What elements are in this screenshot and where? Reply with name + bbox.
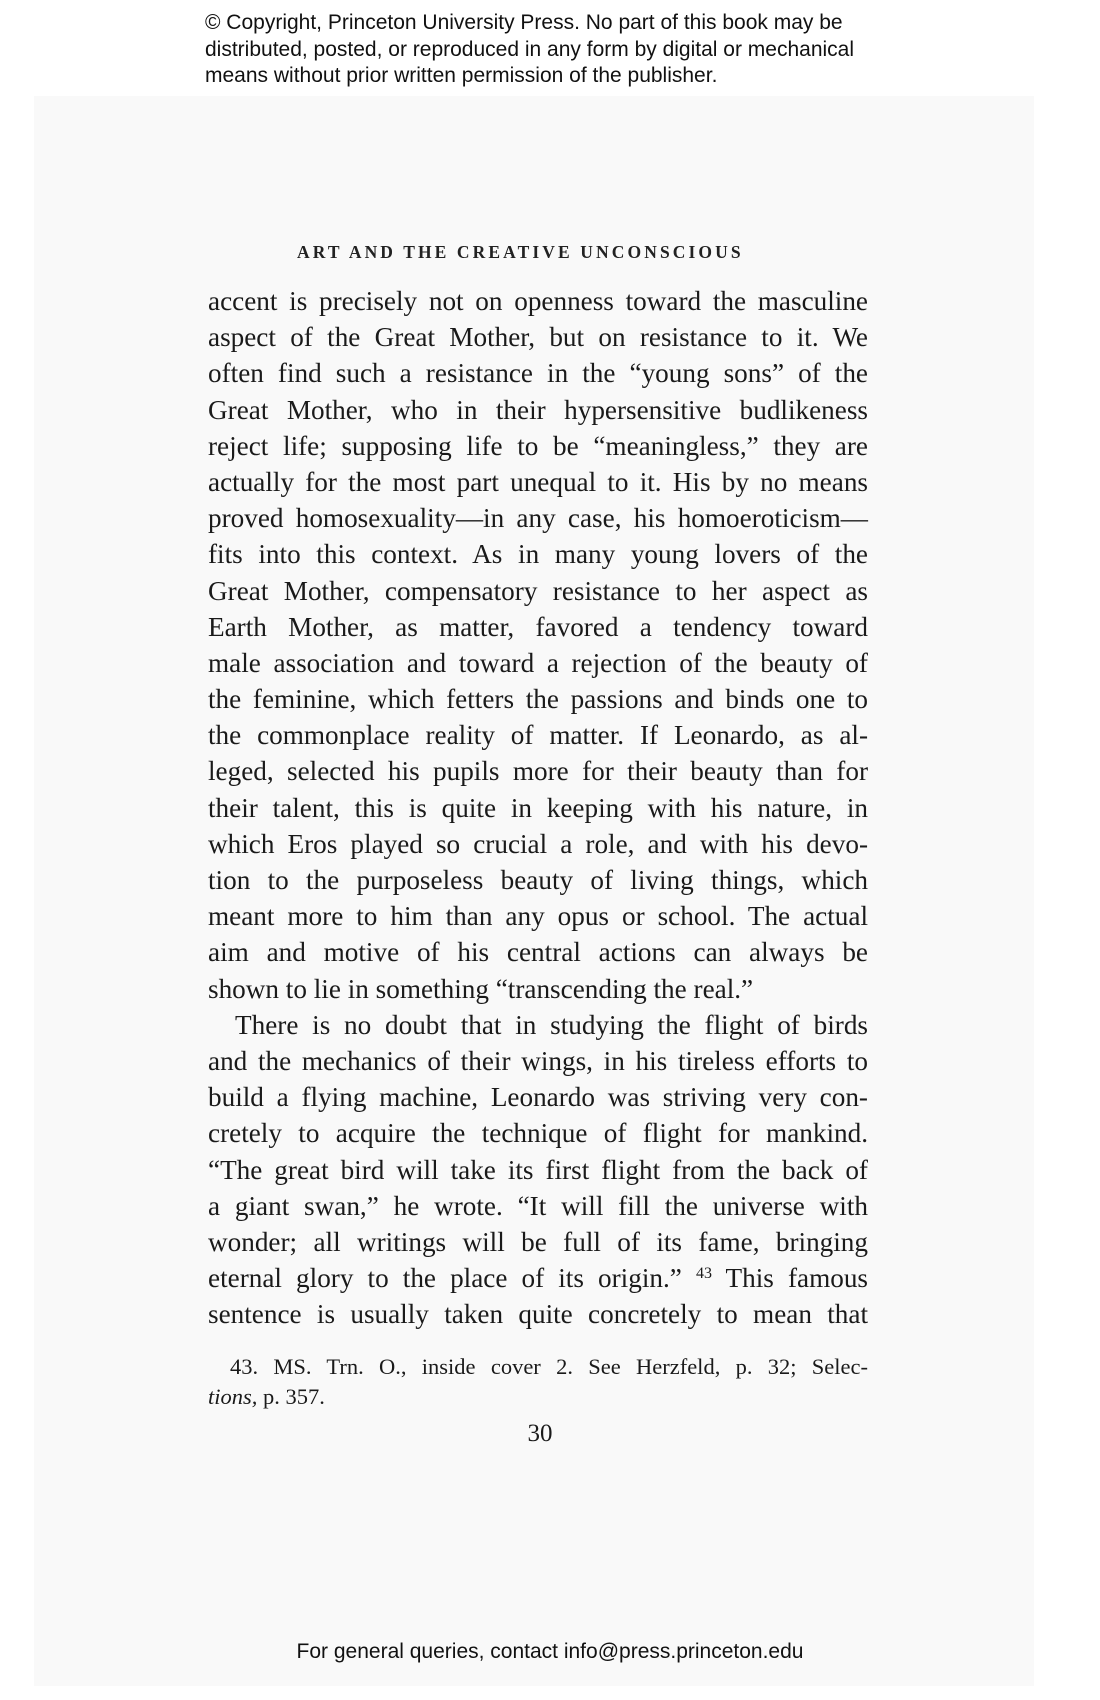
- text-line: shown to lie in something “transcending the real.”: [208, 973, 754, 1004]
- copyright-line: means without prior written permission of the publisher.: [205, 64, 718, 87]
- text-fragment: This famous: [725, 1263, 869, 1294]
- text-line: and the mechanics of their wings, in his tireless efforts to: [208, 1045, 868, 1076]
- copyright-notice: [205, 10, 965, 90]
- text-line: wonder; all writings will be full of its fame, bringing: [208, 1226, 868, 1257]
- text-line: cretely to acquire the technique of flight for mankind.: [208, 1118, 868, 1149]
- text-line: Earth Mother, as matter, favored a tendency toward: [208, 611, 868, 642]
- text-line: aspect of the Great Mother, but on resistance to it. We: [208, 322, 868, 353]
- text-line: a giant swan,” he wrote. “It will fill the universe with: [208, 1190, 868, 1221]
- text-line: which Eros played so crucial a role, and with his devo-: [208, 828, 868, 859]
- footer-contact: For general queries, contact info@press.princeton.edu: [296, 1640, 804, 1663]
- footnote-reference: 43: [695, 1265, 712, 1283]
- text-line: leged, selected his pupils more for their beauty than for: [208, 756, 868, 787]
- text-line: Great Mother, compensatory resistance to her aspect as: [208, 575, 868, 606]
- text-line: their talent, this is quite in keeping with his nature, in: [208, 792, 868, 823]
- text-line: fits into this context. As in many young lovers of the: [208, 539, 868, 570]
- text-line: “The great bird will take its first flight from the back of: [208, 1154, 868, 1185]
- text-line: the feminine, which fetters the passions and binds one to: [208, 684, 868, 715]
- text-line: build a flying machine, Leonardo was striving very con-: [208, 1082, 868, 1113]
- footnote: [208, 1352, 868, 1412]
- text-line: accent is precisely not on openness toward the masculine: [208, 286, 868, 316]
- text-line: reject life; supposing life to be “meaningless,” they are: [208, 430, 868, 461]
- text-line: actually for the most part unequal to it. His by no means: [208, 466, 868, 497]
- footnote-line: [208, 1382, 868, 1412]
- text-line: sentence is usually taken quite concretely to mean that: [208, 1299, 868, 1330]
- footnote-italic-fragment: tions,: [208, 1384, 258, 1409]
- footnote-line: 43. MS. Trn. O., inside cover 2. See Herzfeld, p. 32; Selec-: [230, 1354, 868, 1379]
- text-line: meant more to him than any opus or school. The actual: [208, 901, 868, 932]
- text-line: male association and toward a rejection of the beauty of: [208, 647, 868, 678]
- body-text: [208, 283, 868, 1332]
- text-line: There is no doubt that in studying the flight of birds: [235, 1009, 868, 1040]
- text-fragment: eternal glory to the place of its origin.”: [208, 1263, 682, 1294]
- copyright-line: distributed, posted, or reproduced in any form by digital or mechanical: [205, 37, 855, 61]
- text-line: Great Mother, who in their hypersensitive budlikeness: [208, 394, 868, 425]
- running-head: ART AND THE CREATIVE UNCONSCIOUS: [297, 242, 744, 262]
- text-line-with-footnote-ref: [208, 1260, 868, 1296]
- copyright-line: © Copyright, Princeton University Press. No part of this book may be: [205, 11, 843, 34]
- footnote-fragment: p. 357.: [263, 1384, 325, 1409]
- text-line: often find such a resistance in the “young sons” of the: [208, 358, 868, 389]
- text-line: tion to the purposeless beauty of living things, which: [208, 865, 868, 895]
- text-line: the commonplace reality of matter. If Leonardo, as al-: [208, 720, 868, 751]
- page-number: 30: [527, 1420, 553, 1447]
- text-line: aim and motive of his central actions can always be: [208, 937, 868, 968]
- text-line: proved homosexuality—in any case, his homoeroticism—: [208, 503, 868, 534]
